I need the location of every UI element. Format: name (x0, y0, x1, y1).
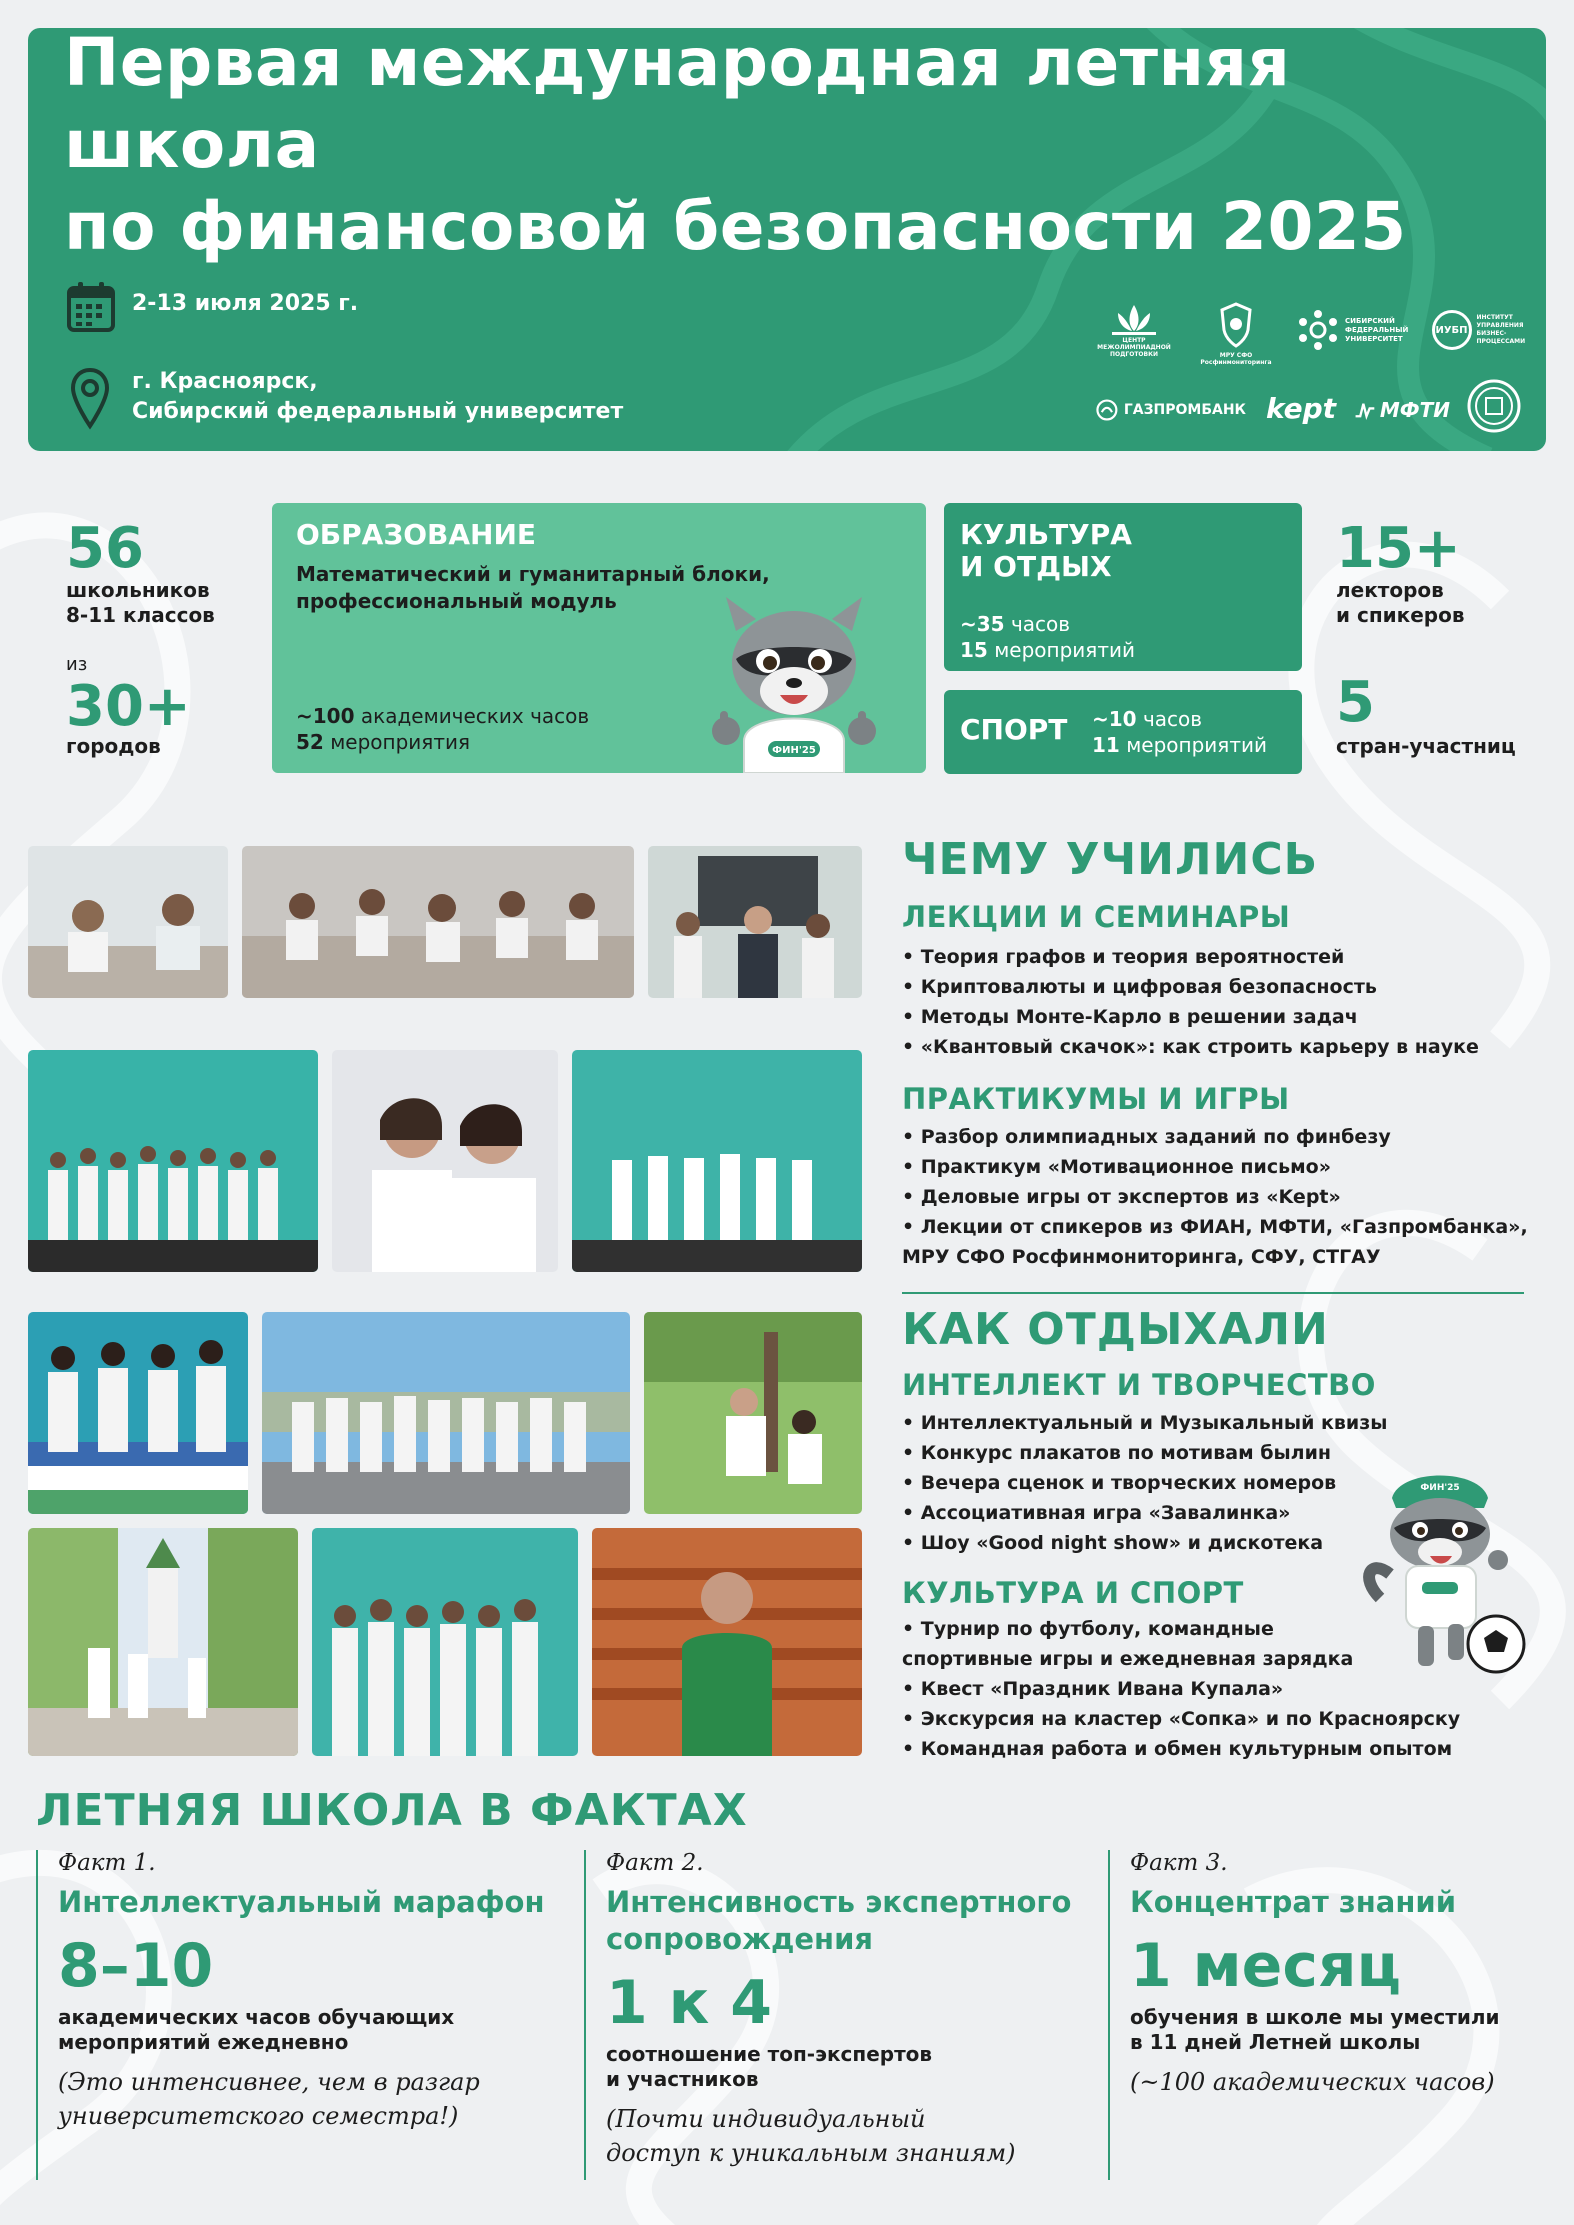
countries-label: стран-участниц (1336, 734, 1516, 758)
lectures-list (902, 942, 1479, 1062)
intellect-list (902, 1408, 1387, 1558)
fact-2 (584, 1850, 1102, 2180)
event-dates: 2-13 июля 2025 г. (132, 291, 359, 316)
section-divider (902, 1292, 1524, 1294)
sport-stats: ~10 часов 11 мероприятий (1092, 707, 1267, 757)
lecturers-label: лекторов и спикеров (1336, 578, 1465, 627)
list-item: • Конкурс плакатов по мотивам былин (902, 1442, 1332, 1464)
list-item: • Лекции от спикеров из ФИАН, МФТИ, «Газпромбанка», (902, 1216, 1528, 1238)
sport-title: СПОРТ (960, 713, 1068, 746)
list-item: • Вечера сценок и творческих номеров (902, 1472, 1337, 1494)
photo-lecture-students (28, 846, 228, 998)
list-item: • Методы Монте-Карло в решении задач (902, 1006, 1358, 1028)
raccoon-football-mascot-icon (1360, 1448, 1532, 1678)
sport-panel (944, 690, 1302, 774)
list-item: МРУ СФО Росфинмониторинга, СФУ, СТГАУ (902, 1246, 1381, 1268)
list-item: • Экскурсия на кластер «Сопка» и по Красноярску (902, 1708, 1461, 1730)
fact-note: (Это интенсивнее, чем в разгар университетского семестра!) (58, 2068, 480, 2130)
fact-heading: Концентрат знаний (1130, 1885, 1457, 1919)
emblem-icon (1216, 300, 1256, 352)
fact-number: 1 к 4 (606, 1968, 772, 2038)
fact-3 (1108, 1850, 1548, 2180)
list-item: • Ассоциативная игра «Завалинка» (902, 1502, 1291, 1524)
list-item: • Практикум «Мотивационное письмо» (902, 1156, 1331, 1178)
fact-heading: Интенсивность экспертного сопровождения (606, 1885, 1072, 1956)
calendar-icon (66, 280, 116, 334)
list-item: • Турнир по футболу, командные (902, 1618, 1274, 1640)
fact-note: (Почти индивидуальный доступ к уникальным знаниям) (606, 2105, 1016, 2167)
list-item: • Криптовалюты и цифровая безопасность (902, 976, 1377, 998)
photo-group-outdoor (262, 1312, 630, 1514)
practice-title: ПРАКТИКУМЫ И ИГРЫ (902, 1082, 1290, 1116)
fact-heading: Интеллектуальный марафон (58, 1885, 545, 1919)
gazprombank-icon (1096, 395, 1118, 425)
practice-list (902, 1122, 1528, 1272)
photo-girls-selfie (332, 1050, 558, 1272)
education-title: ОБРАЗОВАНИЕ (296, 518, 537, 551)
photo-flag-uzbekistan (28, 1312, 248, 1514)
photo-speaker (648, 846, 862, 998)
logo-mipt: МФТИ (1354, 394, 1450, 426)
education-stats: ~100 академических часов 52 мероприятия (296, 704, 590, 754)
fact-label: Факт 1. (58, 1850, 156, 1876)
lotus-icon (1104, 301, 1164, 337)
cities-count: 30+ (66, 674, 191, 739)
lectures-title: ЛЕКЦИИ И СЕМИНАРЫ (902, 900, 1291, 934)
fact-description: обучения в школе мы уместили в 11 дней Летней школы (1130, 2005, 1500, 2054)
fact-1 (36, 1850, 576, 2180)
culture-sport-title: КУЛЬТУРА И СПОРТ (902, 1576, 1244, 1610)
photo-classroom (242, 846, 634, 998)
lecturers-count: 15+ (1336, 516, 1461, 581)
list-item: • Теория графов и теория вероятностей (902, 946, 1345, 968)
mascot-badge-text: ФИН'25 (772, 745, 816, 756)
logo-gazprombank: ГАЗПРОМБАНК (1096, 392, 1246, 428)
culture-stats: ~35 часов 15 мероприятий (960, 612, 1135, 662)
rest-title: КАК ОТДЫХАЛИ (902, 1304, 1329, 1355)
list-item: • Интеллектуальный и Музыкальный квизы (902, 1412, 1388, 1434)
fact-note: (~100 академических часов) (1130, 2068, 1495, 2096)
list-item: • Шоу «Good night show» и дискотека (902, 1532, 1324, 1554)
photo-park (644, 1312, 862, 1514)
education-description: Математический и гуманитарный блоки, профессиональный модуль (296, 562, 770, 613)
intellect-title: ИНТЕЛЛЕКТ И ТВОРЧЕСТВО (902, 1368, 1376, 1402)
fact-label: Факт 2. (606, 1850, 704, 1876)
cap-badge-text: ФИН'25 (1420, 1483, 1460, 1493)
fact-description: соотношение топ-экспертов и участников (606, 2042, 933, 2091)
list-item: • Разбор олимпиадных заданий по финбезу (902, 1126, 1391, 1148)
photo-awards-stage (572, 1050, 862, 1272)
cities-label: городов (66, 734, 161, 758)
sfu-hexagon-icon (1297, 309, 1339, 351)
logo-iubp: ИУБП ИНСТИТУТ УПРАВЛЕНИЯ БИЗНЕС-ПРОЦЕССАМИ (1430, 304, 1526, 356)
photo-walk-church (28, 1528, 298, 1756)
photo-group-cheer (312, 1528, 578, 1756)
culture-panel (944, 503, 1302, 671)
list-item: • «Квантовый скачок»: как строить карьеру в науке (902, 1036, 1479, 1058)
list-item: • Квест «Праздник Ивана Купала» (902, 1678, 1284, 1700)
facts-title: ЛЕТНЯЯ ШКОЛА В ФАКТАХ (36, 1785, 748, 1836)
photo-football-player (592, 1528, 862, 1756)
location-pin-icon (70, 368, 110, 430)
fact-number: 1 месяц (1130, 1931, 1401, 2001)
logo-olympiad-center: ЦЕНТР МЕЖОЛИМПИАДНОЙ ПОДГОТОВКИ (1096, 296, 1172, 362)
fact-description: академических часов обучающих мероприятий ежедневно (58, 2005, 455, 2054)
logo-sfu: СИБИРСКИЙ ФЕДЕРАЛЬНЫЙ УНИВЕРСИТЕТ (1294, 304, 1412, 356)
logo-rosfinmonitoring: МРУ СФО Росфинмониторинга (1196, 296, 1276, 370)
countries-count: 5 (1336, 670, 1375, 735)
event-location: г. Красноярск, Сибирский федеральный университет (132, 369, 624, 424)
logo-kept: kept (1266, 392, 1337, 425)
education-panel (272, 503, 926, 773)
students-label: школьников 8-11 классов (66, 578, 215, 627)
students-count: 56 (66, 516, 144, 581)
photo-group-stage (28, 1050, 318, 1272)
raccoon-mascot-icon (704, 591, 884, 773)
from-label: из (66, 654, 88, 675)
culture-title: КУЛЬТУРА И ОТДЫХ (960, 518, 1132, 583)
fact-number: 8–10 (58, 1931, 214, 2001)
round-seal-icon (1466, 378, 1522, 434)
list-item: спортивные игры и ежедневная зарядка (902, 1648, 1354, 1670)
mipt-wave-icon (1354, 398, 1376, 422)
list-item: • Деловые игры от экспертов из «Kept» (902, 1186, 1341, 1208)
list-item: • Командная работа и обмен культурным опытом (902, 1738, 1453, 1760)
learned-title: ЧЕМУ УЧИЛИСЬ (902, 834, 1319, 885)
fact-label: Факт 3. (1130, 1850, 1228, 1876)
page-title: Первая международная летняя школа по финансовой безопасности 2025 (64, 24, 1407, 265)
